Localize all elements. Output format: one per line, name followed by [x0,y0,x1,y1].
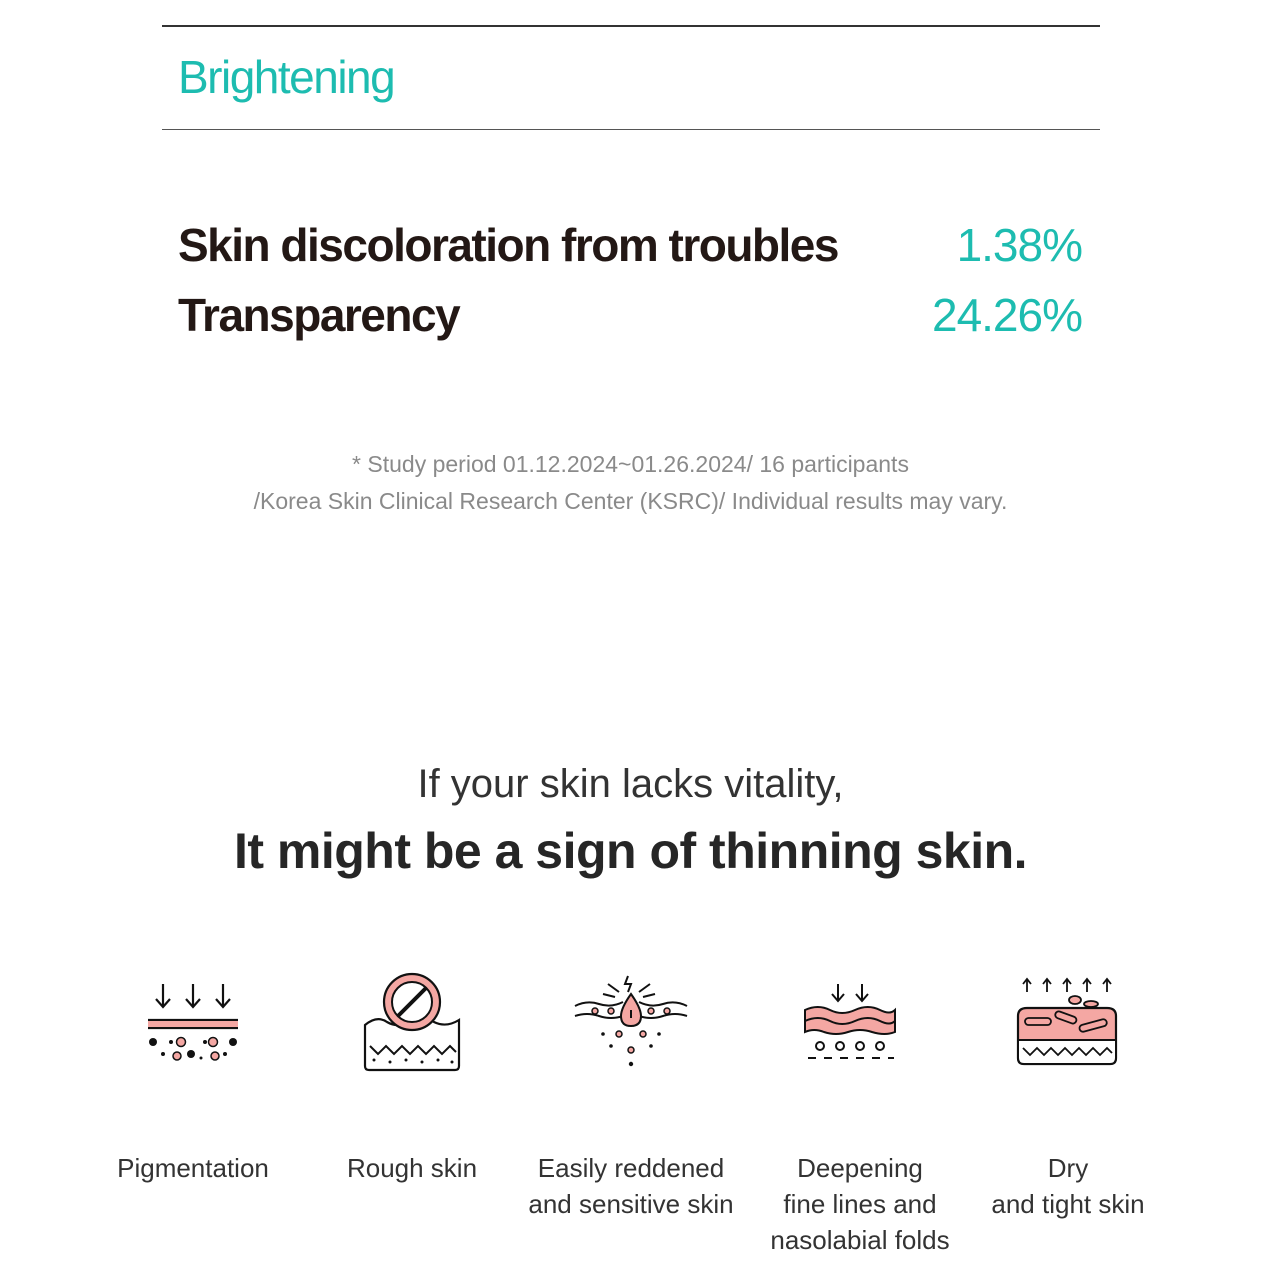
divider-top [162,25,1100,27]
pigmentation-icon [83,970,303,1080]
metric-row [178,218,1082,282]
symptom-label-pigmentation: Pigmentation [117,1153,269,1183]
study-footnote: * Study period 01.12.2024~01.26.2024/ 16 participants [352,451,909,477]
promo-intro: If your skin lacks vitality, [417,762,844,806]
dry-skin-icon [957,970,1177,1080]
rough-skin-icon [302,970,522,1080]
promo-headline: It might be a sign of thinning skin. [233,823,1028,879]
fine-lines-icon [740,970,960,1080]
symptom-label-dry-skin: Dry and tight skin [991,1153,1145,1219]
metric-label: Transparency [178,289,460,341]
symptom-label-sensitive-skin: Easily reddened and sensitive skin [528,1153,734,1219]
metric-label: Skin discoloration from troubles [178,219,838,271]
metric-row [178,288,1082,352]
symptom-label-fine-lines: Deepening fine lines and nasolabial folds [770,1153,950,1255]
study-footnote-source: /Korea Skin Clinical Research Center (KSRC)/ Individual results may vary. [253,488,1008,514]
metric-value: 24.26% [931,289,1082,341]
sensitive-skin-icon [521,970,741,1080]
metric-value: 1.38% [956,219,1082,271]
symptom-label-rough-skin: Rough skin [346,1153,478,1183]
divider-bottom [162,129,1100,130]
section-title: Brightening [178,51,395,103]
